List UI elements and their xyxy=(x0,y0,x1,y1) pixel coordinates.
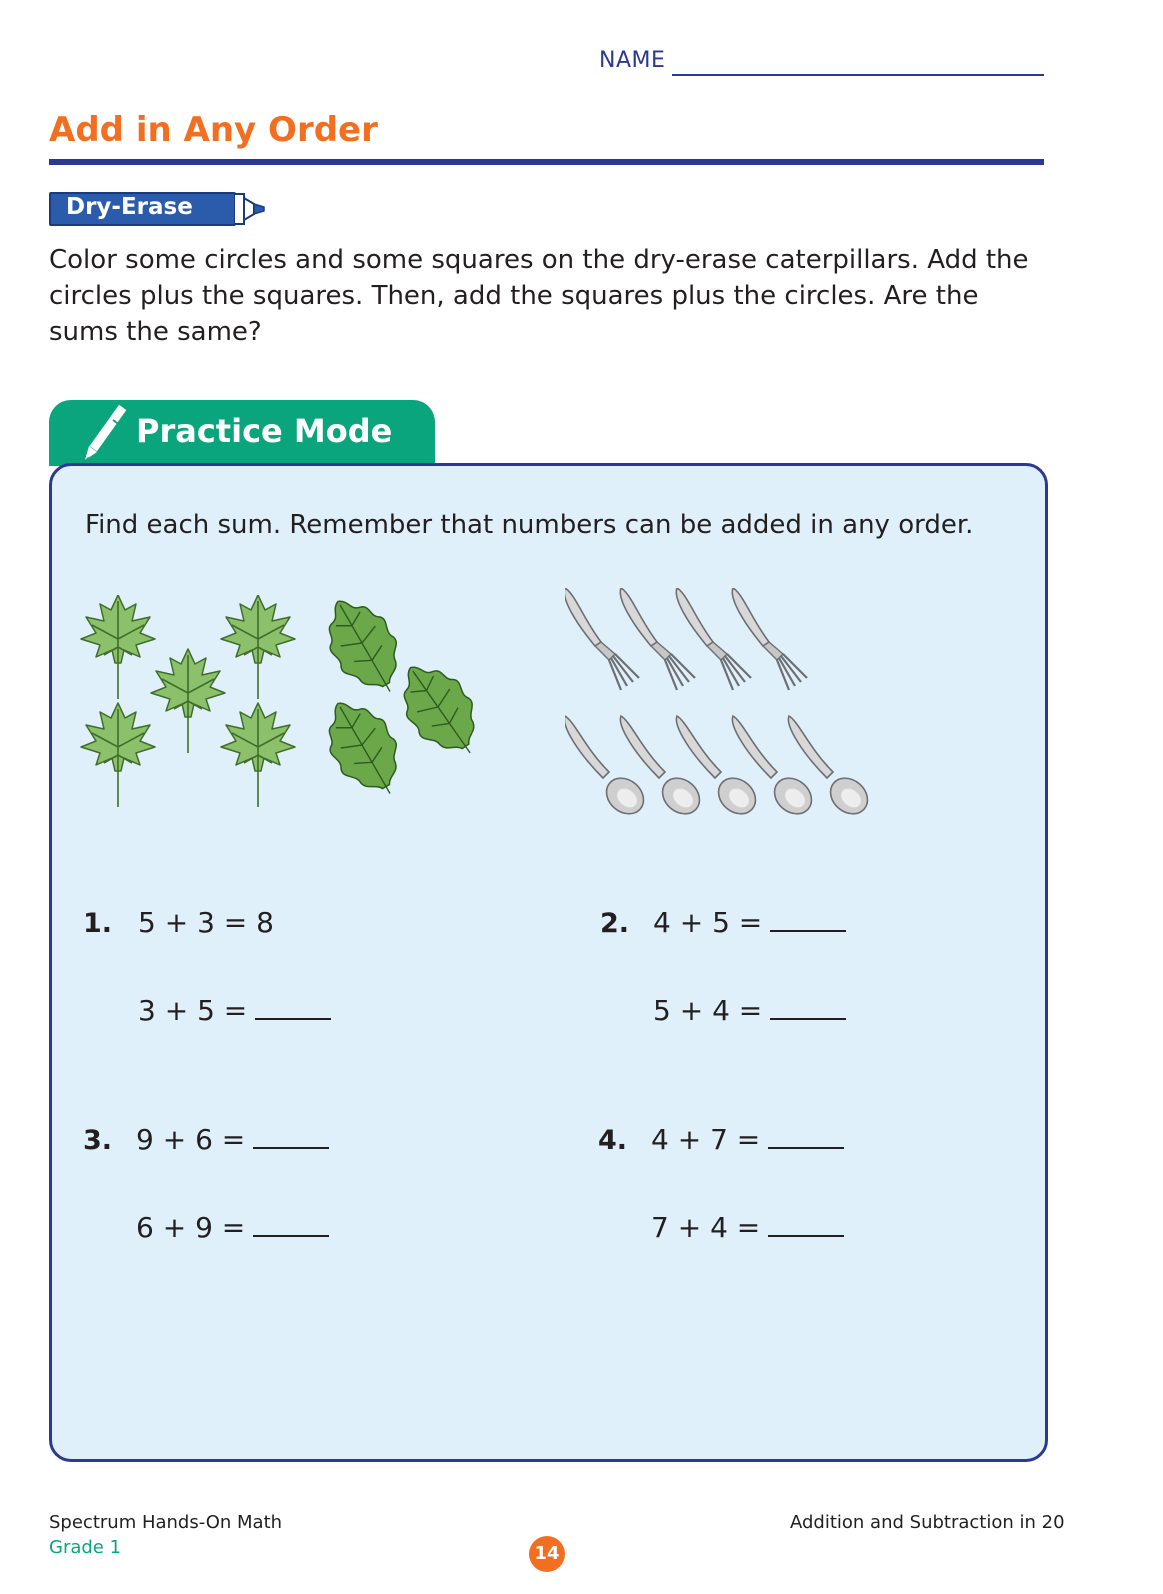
pencil-icon xyxy=(81,402,131,464)
problem-number: 4. xyxy=(598,1125,628,1156)
spoon-icon xyxy=(565,716,651,821)
answer-blank[interactable] xyxy=(770,908,846,932)
maple-leaf-icon xyxy=(221,595,295,699)
problem-equation xyxy=(136,1211,329,1244)
equation-text: 9 + 6 = xyxy=(136,1123,246,1156)
problem-number: 1. xyxy=(83,908,113,939)
equation-text: 4 + 5 = xyxy=(653,906,763,939)
maple-leaf-icon xyxy=(81,703,155,807)
answer-blank[interactable] xyxy=(770,996,846,1020)
problem-number: 3. xyxy=(83,1125,113,1156)
problem-equation xyxy=(651,1123,844,1156)
footer-topic: Addition and Subtraction in 20 xyxy=(790,1512,1065,1533)
maple-leaf-icon xyxy=(151,649,225,753)
title-divider xyxy=(49,159,1044,165)
fork-icon xyxy=(732,588,807,690)
answer-blank[interactable] xyxy=(768,1125,844,1149)
problem-equation xyxy=(138,906,274,939)
leaves-illustration xyxy=(80,595,490,820)
footer-book-title: Spectrum Hands-On Math xyxy=(49,1512,283,1533)
name-write-line[interactable] xyxy=(672,74,1044,76)
problem-equation xyxy=(653,906,846,939)
problem-number: 2. xyxy=(600,908,630,939)
equation-text: 4 + 7 = xyxy=(651,1123,761,1156)
footer-grade: Grade 1 xyxy=(49,1537,122,1558)
instructions-text: Color some circles and some squares on the dry-erase caterpillars. Add the circles plus the squares. Then, add the squares plus the circles. Are the sums the same? xyxy=(49,245,1029,347)
equation-text: 5 + 3 = 8 xyxy=(138,906,274,939)
name-label: NAME xyxy=(599,48,666,73)
equation-text: 7 + 4 = xyxy=(651,1211,761,1244)
oak-leaf-icon xyxy=(385,650,490,771)
page-number-badge: 14 xyxy=(529,1536,565,1572)
maple-leaf-icon xyxy=(221,703,295,807)
marker-tip-icon xyxy=(234,192,304,226)
problem-equation xyxy=(138,994,331,1027)
equation-text: 6 + 9 = xyxy=(136,1211,246,1244)
oak-leaf-icon xyxy=(311,595,416,707)
dry-erase-label: Dry-Erase xyxy=(66,194,193,220)
practice-mode-label: Practice Mode xyxy=(136,412,393,450)
problem-equation xyxy=(653,994,846,1027)
practice-mode-tab xyxy=(49,400,435,466)
answer-blank[interactable] xyxy=(253,1125,329,1149)
practice-directions: Find each sum. Remember that numbers can be added in any order. xyxy=(85,510,974,540)
problem-equation xyxy=(651,1211,844,1244)
problem-equation xyxy=(136,1123,329,1156)
utensils-illustration xyxy=(565,588,915,828)
equation-text: 3 + 5 = xyxy=(138,994,248,1027)
answer-blank[interactable] xyxy=(253,1213,329,1237)
oak-leaf-icon xyxy=(311,688,416,809)
answer-blank[interactable] xyxy=(768,1213,844,1237)
equation-text: 5 + 4 = xyxy=(653,994,763,1027)
answer-blank[interactable] xyxy=(255,996,331,1020)
maple-leaf-icon xyxy=(81,595,155,699)
page-title: Add in Any Order xyxy=(49,110,378,150)
